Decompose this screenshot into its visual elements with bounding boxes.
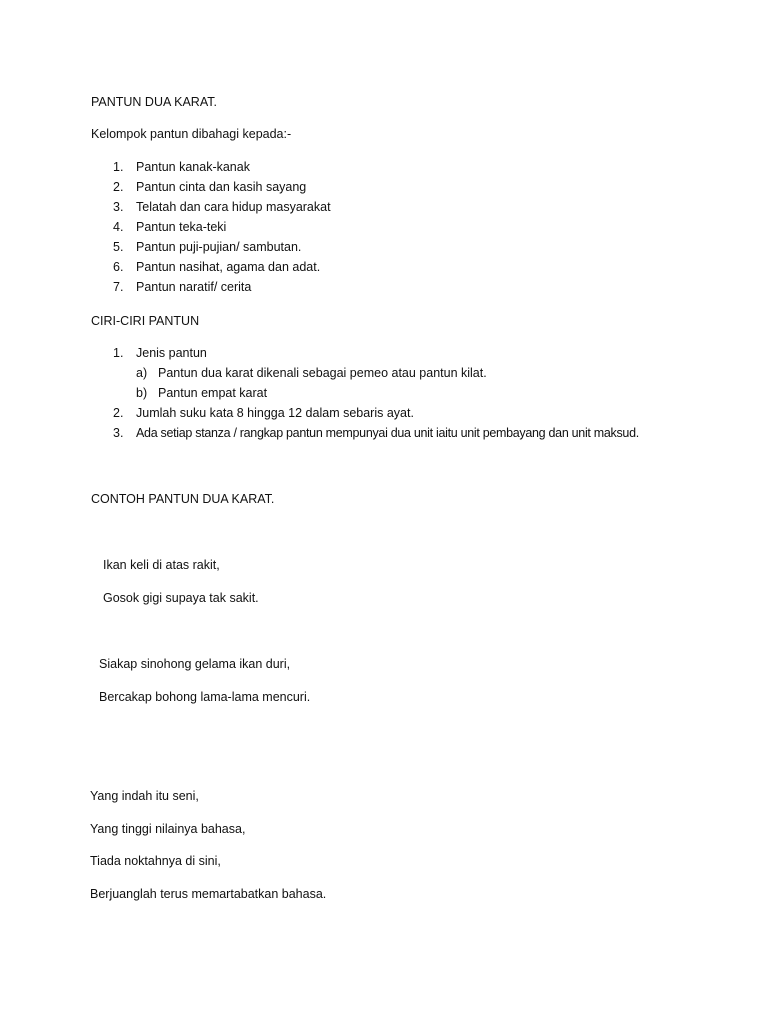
sub-list-item <box>136 383 268 403</box>
list-number: 5. <box>113 240 124 254</box>
list-item <box>113 403 414 423</box>
pantun-line: Yang indah itu seni, <box>90 789 199 803</box>
list-number: 2. <box>113 180 124 194</box>
pantun-line: Siakap sinohong gelama ikan duri, <box>99 657 291 671</box>
pantun-line: Bercakap bohong lama-lama mencuri. <box>99 690 311 704</box>
list-text: Pantun cinta dan kasih sayang <box>136 180 307 194</box>
sub-list-text: Pantun empat karat <box>158 386 268 400</box>
list-item <box>113 157 250 177</box>
list-item <box>113 257 321 277</box>
doc-title: PANTUN DUA KARAT. <box>91 95 217 109</box>
list-item <box>113 217 227 237</box>
list-number: 2. <box>113 406 124 420</box>
list-text: Jumlah suku kata 8 hingga 12 dalam sebaris ayat. <box>136 406 414 420</box>
list-item <box>113 177 307 197</box>
list-text: Telatah dan cara hidup masyarakat <box>136 200 331 214</box>
list-number: 6. <box>113 260 124 274</box>
list-text: Jenis pantun <box>136 346 207 360</box>
list-number: 7. <box>113 280 124 294</box>
sub-list-letter: b) <box>136 386 148 400</box>
list-number: 1. <box>113 346 124 360</box>
contoh-heading: CONTOH PANTUN DUA KARAT. <box>91 492 275 506</box>
list-text: Pantun puji-pujian/ sambutan. <box>136 240 302 254</box>
list-text: Pantun kanak-kanak <box>136 160 250 174</box>
intro-text: Kelompok pantun dibahagi kepada:- <box>91 127 292 141</box>
sub-list-letter: a) <box>136 366 148 380</box>
list-item <box>113 423 639 443</box>
pantun-line: Tiada noktahnya di sini, <box>90 854 221 868</box>
list-item <box>113 197 331 217</box>
list-number: 3. <box>113 200 124 214</box>
list-text: Pantun teka-teki <box>136 220 227 234</box>
list-number: 1. <box>113 160 124 174</box>
list-text: Pantun nasihat, agama dan adat. <box>136 260 321 274</box>
list-text: Pantun naratif/ cerita <box>136 280 252 294</box>
sub-list-text: Pantun dua karat dikenali sebagai pemeo atau pantun kilat. <box>158 366 487 380</box>
list-item <box>113 237 302 257</box>
list-number: 4. <box>113 220 124 234</box>
list-number: 3. <box>113 426 124 440</box>
pantun-line: Ikan keli di atas rakit, <box>103 558 220 572</box>
ciri-heading: CIRI-CIRI PANTUN <box>91 314 200 328</box>
pantun-line: Gosok gigi supaya tak sakit. <box>103 591 259 605</box>
pantun-line: Yang tinggi nilainya bahasa, <box>90 822 246 836</box>
pantun-line: Berjuanglah terus memartabatkan bahasa. <box>90 887 327 901</box>
list-item <box>113 343 207 363</box>
sub-list-item <box>136 363 487 383</box>
list-item <box>113 277 252 297</box>
list-text: Ada setiap stanza / rangkap pantun mempunyai dua unit iaitu unit pembayang dan unit maksud. <box>136 426 639 440</box>
